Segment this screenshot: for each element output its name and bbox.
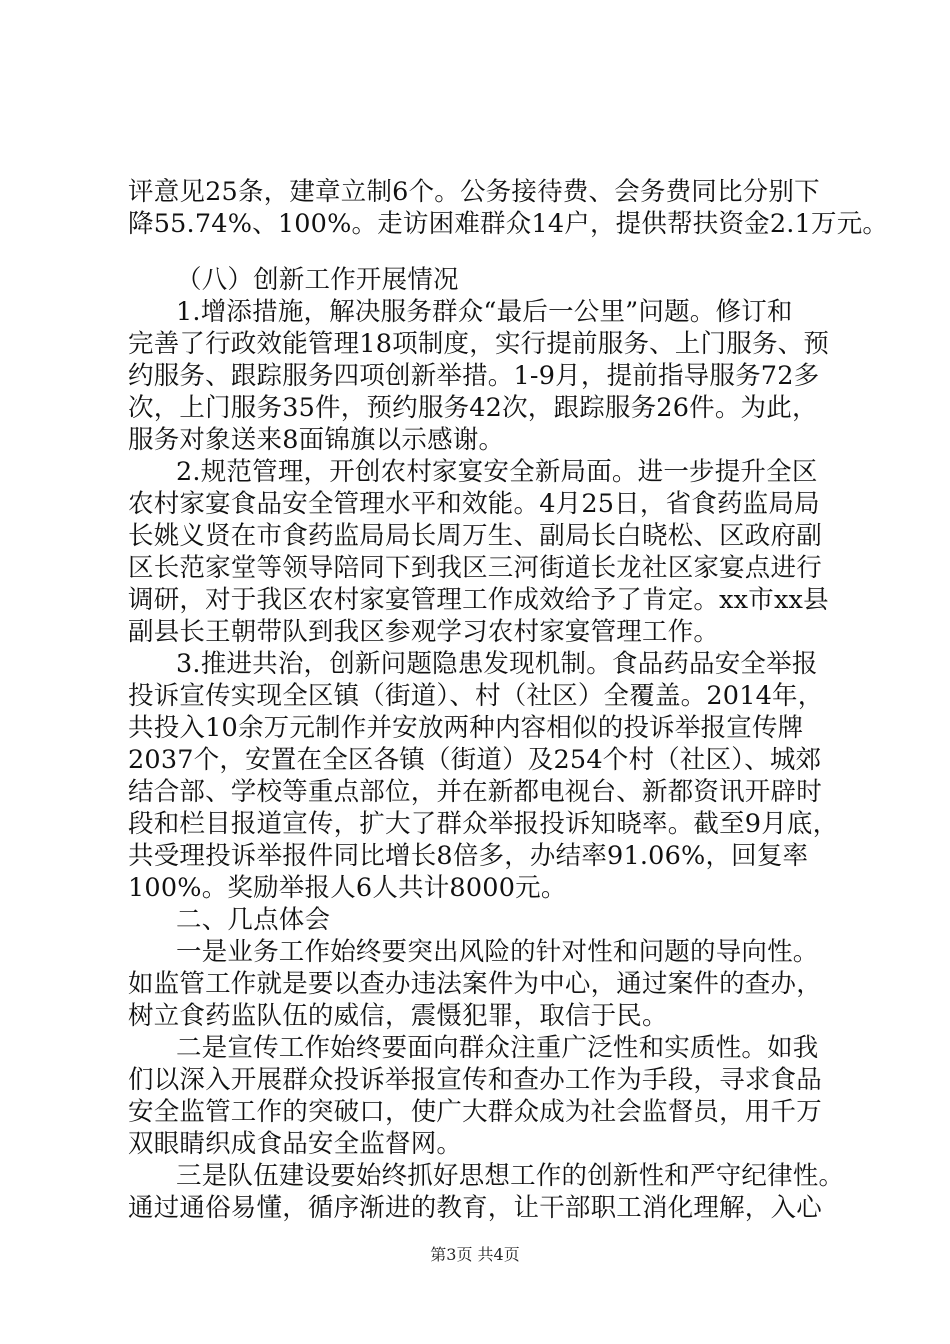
text-line: 共投入10余万元制作并安放两种内容相似的投诉举报宣传牌 [128,713,804,743]
text-line: 次，上门服务35件，预约服务42次，跟踪服务26件。为此， [128,393,818,423]
text-line: 2037个，安置在全区各镇（街道）及254个村（社区）、城郊 [128,745,822,775]
text-line: 100%。奖励举报人6人共计8000元。 [128,873,567,903]
text-line: 双眼睛织成食品安全监督网。 [128,1129,463,1159]
text-line: 们以深入开展群众投诉举报宣传和查办工作为手段，寻求食品 [128,1065,822,1095]
text-line: 树立食药监队伍的威信，震慑犯罪，取信于民。 [128,1001,668,1031]
text-line: 投诉宣传实现全区镇（街道）、村（社区）全覆盖。2014年， [128,681,824,711]
text-line: 降55.74%、100%。走访困难群众14户，提供帮扶资金2.1万元。 [128,209,889,239]
text-line: 二是宣传工作始终要面向群众注重广泛性和实质性。如我 [176,1033,819,1063]
text-line: 三是队伍建设要始终抓好思想工作的创新性和严守纪律性。 [176,1161,845,1191]
text-line: 服务对象送来8面锦旗以示感谢。 [128,425,505,455]
section-heading: （八）创新工作开展情况 [176,265,459,295]
text-line: 共受理投诉举报件同比增长8倍多，办结率91.06%，回复率 [128,841,809,871]
text-line: 结合部、学校等重点部位，并在新都电视台、新都资讯开辟时 [128,777,822,807]
text-line: 调研，对于我区农村家宴管理工作成效给予了肯定。xx市xx县 [128,585,829,615]
text-line: 如监管工作就是要以查办违法案件为中心，通过案件的查办， [128,969,822,999]
text-line: 完善了行政效能管理18项制度，实行提前服务、上门服务、预 [128,329,830,359]
text-line: 通过通俗易懂，循序渐进的教育，让干部职工消化理解，入心 [128,1193,822,1223]
text-line: 安全监管工作的突破口，使广大群众成为社会监督员，用千万 [128,1097,822,1127]
text-line: 一是业务工作始终要突出风险的针对性和问题的导向性。 [176,937,819,967]
text-line: 副县长王朝带队到我区参观学习农村家宴管理工作。 [128,617,720,647]
text-line: 2.规范管理，开创农村家宴安全新局面。进一步提升全区 [176,457,818,487]
page-footer: 第3页 共4页 [430,1245,520,1264]
text-line: 评意见25条，建章立制6个。公务接待费、会务费同比分别下 [128,177,820,207]
text-line: 1.增添措施，解决服务群众“最后一公里”问题。修订和 [176,297,793,327]
text-line: 段和栏目报道宣传，扩大了群众举报投诉知晓率。截至9月底， [128,809,839,839]
text-line: 约服务、跟踪服务四项创新举措。1-9月，提前指导服务72多 [128,361,820,391]
text-line: 农村家宴食品安全管理水平和效能。4月25日，省食药监局局 [128,489,820,519]
text-line: 区长范家堂等领导陪同下到我区三河街道长龙社区家宴点进行 [128,553,822,583]
text-line: 长姚义贤在市食药监局局长周万生、副局长白晓松、区政府副 [128,521,822,551]
section-heading: 二、几点体会 [176,905,331,935]
text-line: 3.推进共治，创新问题隐患发现机制。食品药品安全举报 [176,649,818,679]
